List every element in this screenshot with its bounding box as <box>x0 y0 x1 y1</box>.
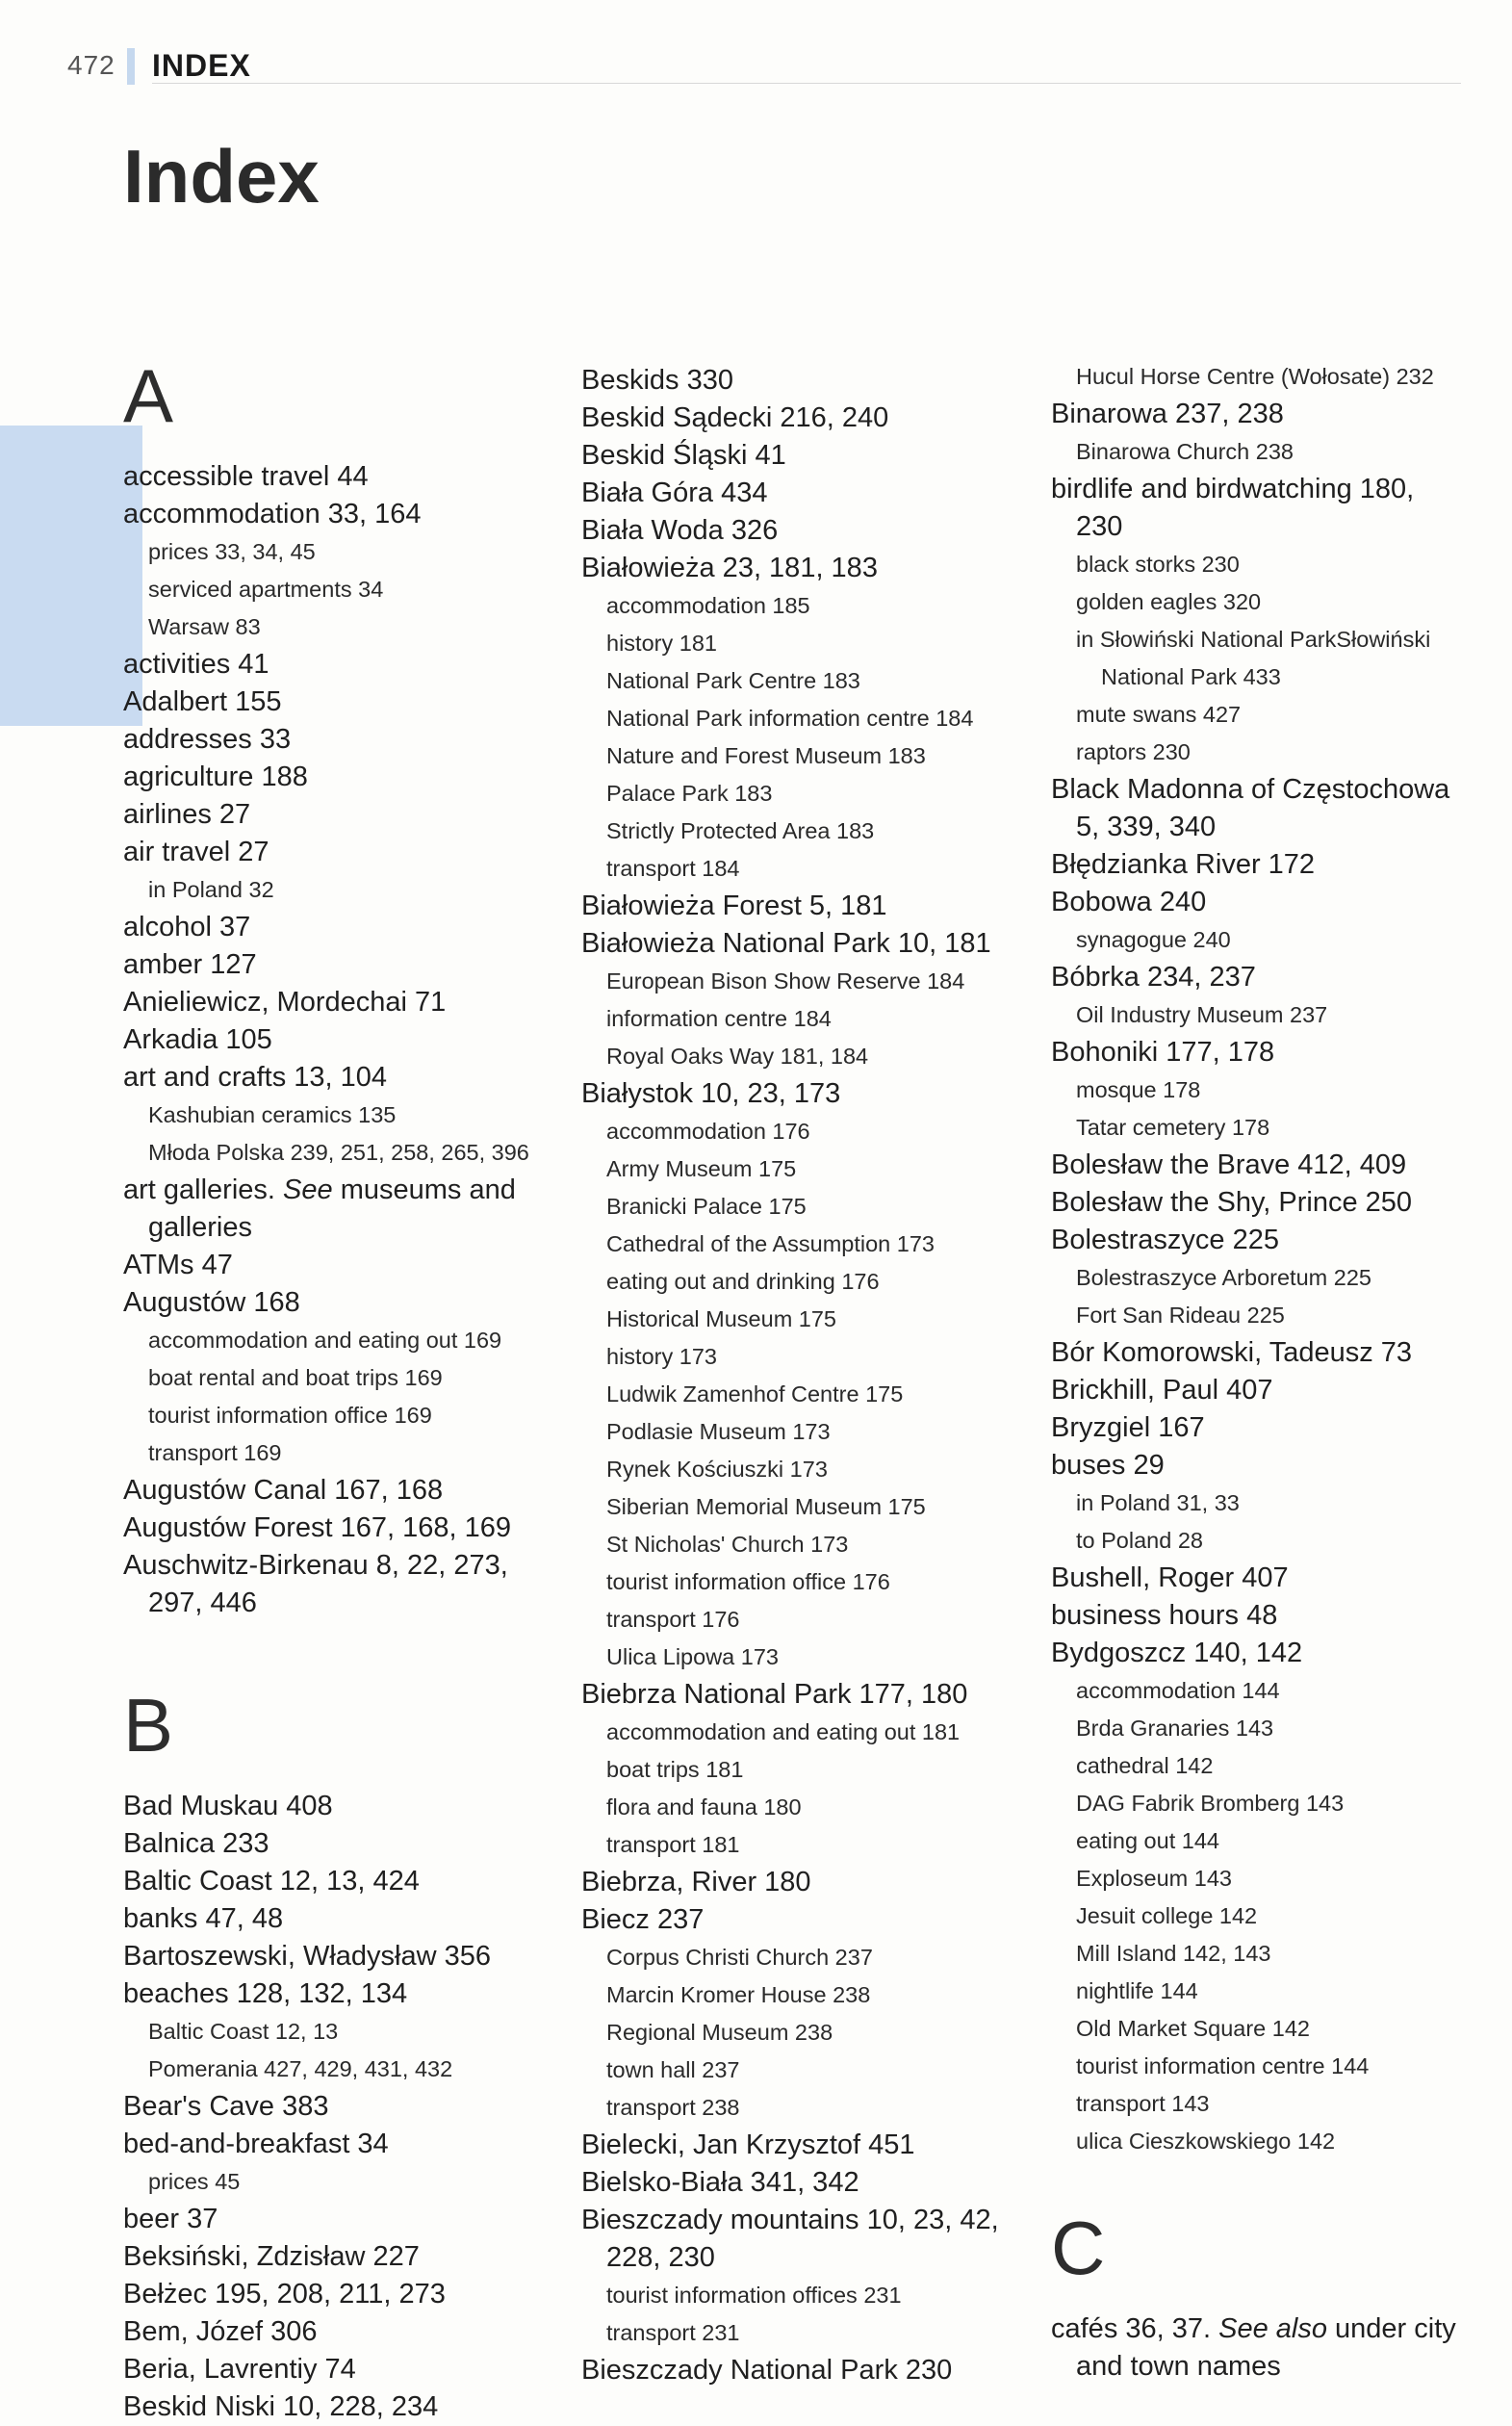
index-entry: Beskid Sądecki 216, 240 <box>581 402 889 433</box>
index-entry: beaches 128, 132, 134 <box>123 1978 408 2009</box>
index-entry: Black Madonna of Częstochowa <box>1051 774 1450 805</box>
index-entry: Auschwitz-Birkenau 8, 22, 273, <box>123 1550 508 1581</box>
index-subentry: Ulica Lipowa 173 <box>606 1644 779 1669</box>
index-entry: accommodation 33, 164 <box>123 499 422 529</box>
index-entry: Bryzgiel 167 <box>1051 1412 1205 1443</box>
index-subentry: Mill Island 142, 143 <box>1076 1941 1271 1966</box>
index-subentry: serviced apartments 34 <box>148 577 384 602</box>
index-entry: Bielecki, Jan Krzysztof 451 <box>581 2129 915 2160</box>
index-subentry: Baltic Coast 12, 13 <box>148 2019 339 2044</box>
index-entry: Bolestraszyce 225 <box>1051 1225 1279 1255</box>
index-entry: Arkadia 105 <box>123 1024 272 1055</box>
index-subentry: prices 45 <box>148 2169 241 2194</box>
index-subentry: mosque 178 <box>1076 1077 1201 1102</box>
header-rule <box>152 83 1461 84</box>
index-entry: Bushell, Roger 407 <box>1051 1562 1289 1593</box>
index-subentry: ulica Cieszkowskiego 142 <box>1076 2129 1336 2154</box>
index-entry: Beksiński, Zdzisław 227 <box>123 2241 420 2272</box>
index-entry: Brickhill, Paul 407 <box>1051 1375 1273 1406</box>
index-subentry: Hucul Horse Centre (Wołosate) 232 <box>1076 364 1434 389</box>
index-subentry: Młoda Polska 239, 251, 258, 265, 396 <box>148 1140 529 1165</box>
index-entry: alcohol 37 <box>123 912 251 942</box>
index-subentry: nightlife 144 <box>1076 1978 1198 2003</box>
index-subentry: transport 231 <box>606 2320 740 2345</box>
letter-heading-c: C <box>1051 2206 1106 2290</box>
index-entry: Beskid Niski 10, 228, 234 <box>123 2391 439 2422</box>
index-subentry: DAG Fabrik Bromberg 143 <box>1076 1791 1345 1816</box>
index-entry: Białowieża National Park 10, 181 <box>581 928 991 959</box>
index-entry: Bolesław the Brave 412, 409 <box>1051 1149 1407 1180</box>
index-entry: Białowieża 23, 181, 183 <box>581 553 878 583</box>
section-label: INDEX <box>152 48 251 83</box>
index-entry: airlines 27 <box>123 799 251 830</box>
index-entry: buses 29 <box>1051 1450 1165 1481</box>
index-column-3 <box>1051 358 1503 2386</box>
entries-a <box>123 458 576 1172</box>
index-subentry: boat trips 181 <box>606 1757 744 1782</box>
index-entry: Bieszczady National Park 230 <box>581 2355 953 2386</box>
index-subentry: Historical Museum 175 <box>606 1306 837 1331</box>
index-entry: Bolesław the Shy, Prince 250 <box>1051 1187 1413 1218</box>
index-entry: accessible travel 44 <box>123 461 369 492</box>
index-subentry: Siberian Memorial Museum 175 <box>606 1494 926 1519</box>
index-subentry: Strictly Protected Area 183 <box>606 818 875 843</box>
index-entry: Białowieża Forest 5, 181 <box>581 890 887 921</box>
index-subentry: black storks 230 <box>1076 552 1240 577</box>
index-entry: Bear's Cave 383 <box>123 2091 329 2122</box>
index-subentry: Podlasie Museum 173 <box>606 1419 831 1444</box>
index-entry: Białystok 10, 23, 173 <box>581 1078 841 1109</box>
entries-b-more <box>1051 358 1503 2160</box>
index-subentry: tourist information office 169 <box>148 1403 432 1428</box>
index-subentry: Army Museum 175 <box>606 1156 797 1181</box>
index-entry: Bad Muskau 408 <box>123 1791 333 1821</box>
index-subentry: tourist information office 176 <box>606 1569 890 1594</box>
index-subentry: Fort San Rideau 225 <box>1076 1303 1285 1328</box>
entries-b-continued <box>581 362 1034 2389</box>
index-entry: addresses 33 <box>123 724 292 755</box>
running-head <box>67 44 1453 83</box>
index-entry: beer 37 <box>123 2204 218 2234</box>
index-subentry: Palace Park 183 <box>606 781 773 806</box>
index-subentry: National Park information centre 184 <box>606 706 974 731</box>
index-subentry: Royal Oaks Way 181, 184 <box>606 1044 869 1069</box>
index-subentry: Rynek Kościuszki 173 <box>606 1457 828 1482</box>
index-subentry: eating out 144 <box>1076 1828 1219 1853</box>
index-entry: Bełżec 195, 208, 211, 273 <box>123 2279 446 2310</box>
index-entry: Beskid Śląski 41 <box>581 440 786 471</box>
index-entry-continued: 228, 230 <box>606 2242 715 2273</box>
index-subentry: Exploseum 143 <box>1076 1866 1232 1891</box>
side-color-tab <box>0 426 142 726</box>
index-entry: bed-and-breakfast 34 <box>123 2129 389 2159</box>
index-entry: art and crafts 13, 104 <box>123 1062 388 1093</box>
index-subentry: Regional Museum 238 <box>606 2020 833 2045</box>
index-entry: Anieliewicz, Mordechai 71 <box>123 987 447 1018</box>
index-subentry: golden eagles 320 <box>1076 589 1262 614</box>
index-subentry: Tatar cemetery 178 <box>1076 1115 1270 1140</box>
page-title: Index <box>123 134 320 219</box>
index-subentry: transport 176 <box>606 1607 740 1632</box>
index-entry: business hours 48 <box>1051 1600 1278 1631</box>
entries-b <box>123 1788 576 2426</box>
index-entry: Bem, Józef 306 <box>123 2316 318 2347</box>
index-entry: Bohoniki 177, 178 <box>1051 1037 1275 1068</box>
index-entry: Baltic Coast 12, 13, 424 <box>123 1866 420 1897</box>
index-entry-continued: 5, 339, 340 <box>1076 812 1217 842</box>
index-subentry: transport 169 <box>148 1440 282 1465</box>
index-entry: Biecz 237 <box>581 1904 705 1935</box>
index-subentry: Marcin Kromer House 238 <box>606 1982 871 2007</box>
index-subentry: eating out and drinking 176 <box>606 1269 880 1294</box>
index-entry: Augustów 168 <box>123 1287 300 1318</box>
index-subentry: transport 184 <box>606 856 740 881</box>
index-subentry: flora and fauna 180 <box>606 1794 802 1820</box>
index-subentry: in Słowiński National ParkSłowiński <box>1076 627 1431 652</box>
index-subentry: tourist information centre 144 <box>1076 2053 1370 2078</box>
index-entry: Bór Komorowski, Tadeusz 73 <box>1051 1337 1413 1368</box>
letter-heading-a: A <box>123 353 174 438</box>
index-entry: amber 127 <box>123 949 257 980</box>
index-subentry: Cathedral of the Assumption 173 <box>606 1231 935 1256</box>
index-entry: Beskids 330 <box>581 365 733 396</box>
index-entry: Biebrza National Park 177, 180 <box>581 1679 968 1710</box>
index-subentry: National Park Centre 183 <box>606 668 860 693</box>
index-subentry: boat rental and boat trips 169 <box>148 1365 443 1390</box>
index-entry: Adalbert 155 <box>123 686 282 717</box>
index-subentry: raptors 230 <box>1076 739 1191 764</box>
index-subentry: information centre 184 <box>606 1006 832 1031</box>
index-subentry: Kashubian ceramics 135 <box>148 1102 397 1127</box>
index-subentry: accommodation and eating out 169 <box>148 1328 502 1353</box>
index-subentry: mute swans 427 <box>1076 702 1242 727</box>
index-column-2 <box>581 362 1034 2389</box>
index-subentry: Pomerania 427, 429, 431, 432 <box>148 2056 453 2081</box>
index-entry-continued: 230 <box>1076 511 1123 542</box>
index-subentry: transport 238 <box>606 2095 740 2120</box>
index-column-1 <box>123 352 576 2426</box>
index-subentry: Corpus Christi Church 237 <box>606 1945 873 1970</box>
index-entry: banks 47, 48 <box>123 1903 284 1934</box>
index-entry: Biała Woda 326 <box>581 515 779 546</box>
index-entry: ATMs 47 <box>123 1250 233 1280</box>
index-entry: Bóbrka 234, 237 <box>1051 962 1256 993</box>
index-subentry: Bolestraszyce Arboretum 225 <box>1076 1265 1371 1290</box>
index-entry: Bartoszewski, Władysław 356 <box>123 1941 491 1972</box>
index-subentry: to Poland 28 <box>1076 1528 1203 1553</box>
index-subentry: Brda Granaries 143 <box>1076 1716 1274 1741</box>
index-entry: Augustów Canal 167, 168 <box>123 1475 444 1506</box>
index-entry: air travel 27 <box>123 837 269 867</box>
index-subentry: transport 181 <box>606 1832 740 1857</box>
index-subentry: in Poland 32 <box>148 877 274 902</box>
index-subentry: Nature and Forest Museum 183 <box>606 743 926 768</box>
entries-a-continued <box>123 1247 576 1622</box>
index-subentry: Jesuit college 142 <box>1076 1903 1258 1928</box>
index-subentry: history 181 <box>606 631 717 656</box>
index-entry: birdlife and birdwatching 180, <box>1051 474 1415 504</box>
index-subentry: St Nicholas' Church 173 <box>606 1532 849 1557</box>
index-subentry: synagogue 240 <box>1076 927 1231 952</box>
index-entry: Błędzianka River 172 <box>1051 849 1316 880</box>
index-entry: agriculture 188 <box>123 761 308 792</box>
index-subentry: accommodation and eating out 181 <box>606 1719 961 1744</box>
index-subentry-continued: National Park 433 <box>1101 664 1281 689</box>
index-subentry: European Bison Show Reserve 184 <box>606 968 965 994</box>
page-number: 472 <box>67 50 115 80</box>
index-subentry: prices 33, 34, 45 <box>148 539 316 564</box>
index-subentry: Ludwik Zamenhof Centre 175 <box>606 1381 904 1407</box>
index-subentry: accommodation 185 <box>606 593 810 618</box>
index-subentry: Oil Industry Museum 237 <box>1076 1002 1328 1027</box>
index-subentry: transport 143 <box>1076 2091 1210 2116</box>
index-entry: Augustów Forest 167, 168, 169 <box>123 1512 512 1543</box>
index-entry-art-galleries: art galleries. See museums and galleries <box>123 1174 516 1243</box>
index-entry: Bielsko-Biała 341, 342 <box>581 2167 859 2198</box>
letter-heading-b: B <box>123 1683 174 1768</box>
index-entry: Bydgoszcz 140, 142 <box>1051 1638 1303 1668</box>
index-subentry: town hall 237 <box>606 2057 740 2082</box>
index-subentry: Binarowa Church 238 <box>1076 439 1294 464</box>
index-subentry: history 173 <box>606 1344 717 1369</box>
index-entry: Biebrza, River 180 <box>581 1867 811 1897</box>
header-accent-bar <box>127 48 135 85</box>
index-entry: Bobowa 240 <box>1051 887 1207 917</box>
index-subentry: Warsaw 83 <box>148 614 261 639</box>
index-subentry: in Poland 31, 33 <box>1076 1490 1240 1515</box>
index-subentry: cathedral 142 <box>1076 1753 1214 1778</box>
index-entry-continued: 297, 446 <box>148 1587 257 1618</box>
index-entry-cafes: cafés 36, 37. See also under city and town names <box>1051 2313 1456 2382</box>
index-entry: Beria, Lavrentiy 74 <box>123 2354 356 2385</box>
index-subentry: tourist information offices 231 <box>606 2283 902 2308</box>
index-subentry: accommodation 176 <box>606 1119 810 1144</box>
index-subentry: accommodation 144 <box>1076 1678 1280 1703</box>
index-entry: Balnica 233 <box>123 1828 269 1859</box>
index-entry: Bieszczady mountains 10, 23, 42, <box>581 2205 999 2235</box>
index-entry: Binarowa 237, 238 <box>1051 399 1284 429</box>
index-entry: Biała Góra 434 <box>581 477 768 508</box>
index-entry: activities 41 <box>123 649 269 680</box>
index-subentry: Branicki Palace 175 <box>606 1194 807 1219</box>
index-subentry: Old Market Square 142 <box>1076 2016 1310 2041</box>
